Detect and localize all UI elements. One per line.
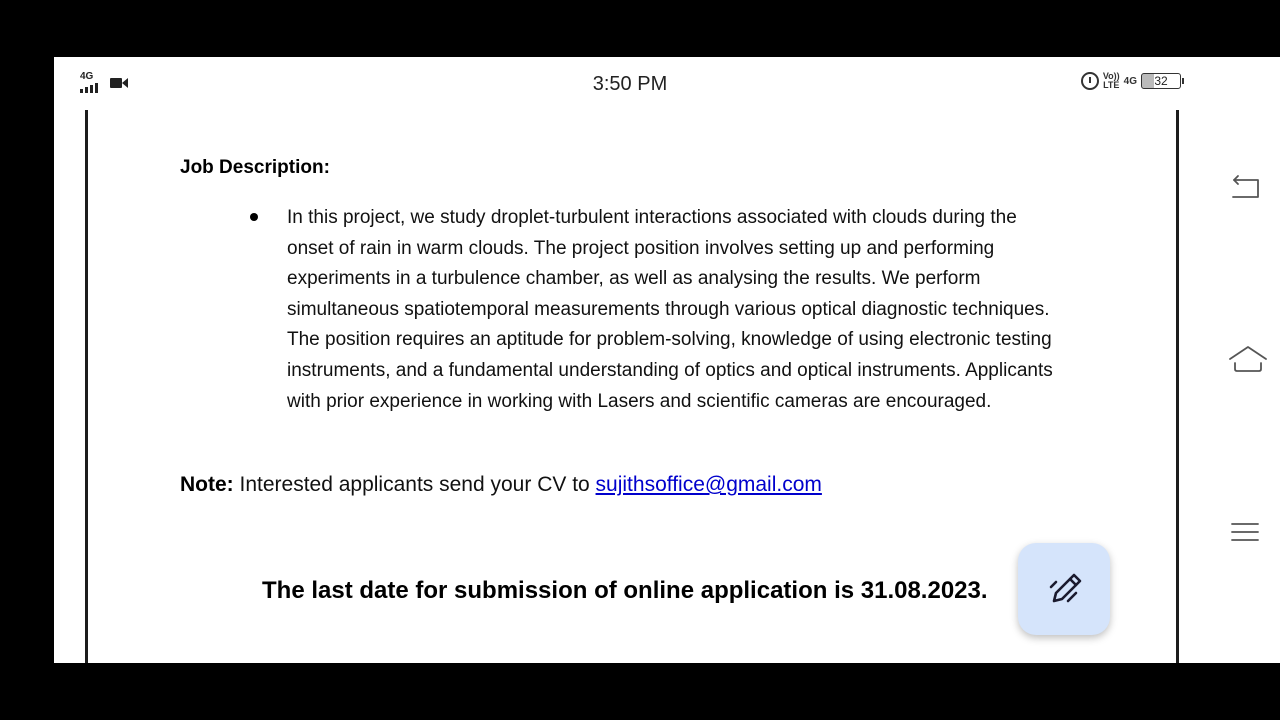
phone-screen	[54, 57, 1280, 663]
home-icon[interactable]	[1230, 347, 1266, 371]
navigation-rail	[1224, 157, 1270, 577]
volte-line2: LTE	[1103, 80, 1120, 90]
note-line	[180, 473, 822, 497]
bullet-point	[250, 213, 258, 221]
job-description-paragraph: In this project, we study droplet-turbulent interactions associated with clouds during the onset of rain in warm clouds. The project position involves setting up and performing experiments in a turbulence chamber, as well as analysing the results. We perform simultaneous spatiotemporal measurements through various optical diagnostic techniques. The position requires an aptitude for problem-solving, knowledge of using electronic testing instruments, and a fundamental understanding of optics and optical instruments. Applicants with prior experience in working with Lasers and scientific cameras are encouraged.	[287, 207, 1053, 412]
note-text: Interested applicants send your CV to	[233, 473, 596, 496]
menu-icon[interactable]	[1232, 524, 1258, 540]
edit-fab-button[interactable]	[1018, 543, 1110, 635]
network-type-right: 4G	[1123, 75, 1137, 87]
status-bar	[54, 57, 1280, 113]
volte-line1: Vo))	[1102, 71, 1120, 81]
clock: 3:50 PM	[592, 73, 668, 95]
email-link[interactable]: sujithsoffice@gmail.com	[595, 473, 822, 496]
pencil-edit-icon	[1018, 543, 1110, 635]
note-label: Note:	[180, 473, 234, 496]
back-icon[interactable]	[1233, 176, 1258, 197]
navigation-icons	[1224, 157, 1270, 577]
pdf-page[interactable]	[85, 110, 1179, 663]
network-type-label: 4G	[80, 71, 94, 82]
battery-icon	[1141, 73, 1184, 89]
battery-level: 32	[1141, 73, 1181, 89]
status-right	[1081, 72, 1184, 90]
deadline-text: The last date for submission of online application is 31.08.2023.	[262, 577, 988, 604]
job-description-heading: Job Description:	[180, 157, 330, 178]
alarm-icon	[1081, 72, 1099, 90]
volte-indicator	[1103, 72, 1120, 90]
